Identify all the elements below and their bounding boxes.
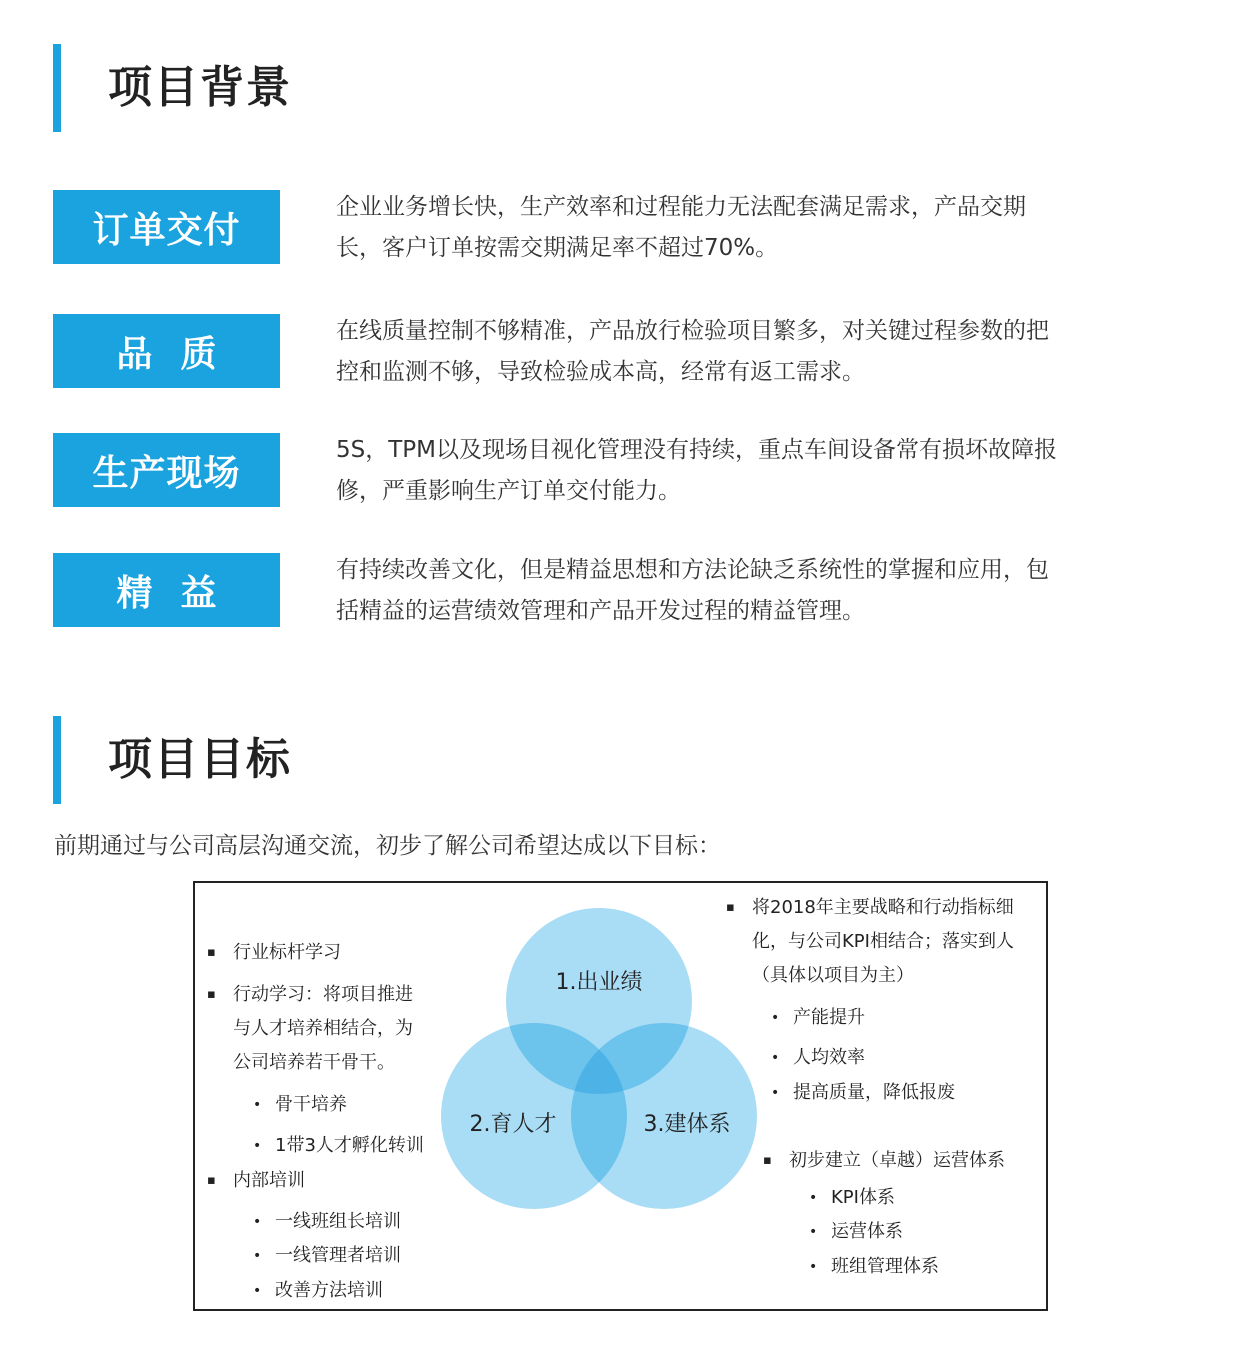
section-accent-bar: [53, 44, 61, 132]
desc-line: 5S，TPM以及现场目视化管理没有持续，重点车间设备常有损坏故障报: [336, 437, 1057, 463]
list-subitem: • 班组管理体系: [831, 1250, 939, 1284]
bullet-dot-icon: •: [809, 1259, 818, 1275]
label-order-delivery: 订单交付: [53, 190, 280, 264]
list-subitem: • 提高质量，降低报废: [793, 1076, 955, 1110]
list-subitem: • 产能提升: [793, 1001, 865, 1035]
list-subitem: • KPI体系: [831, 1181, 895, 1215]
bullet-square-icon: ▪: [763, 1153, 772, 1168]
desc-line: 在线质量控制不够精准，产品放行检验项目繁多，对关键过程参数的把: [336, 318, 1049, 344]
desc-line: 控和监测不够，导致检验成本高，经常有返工需求。: [336, 359, 865, 385]
bullet-square-icon: ▪: [726, 900, 735, 915]
goals-diagram: [193, 881, 1048, 1311]
label-production-site: 生产现场: [53, 433, 280, 507]
desc-production-site: [336, 430, 1096, 512]
goals-intro: 前期通过与公司高层沟通交流，初步了解公司希望达成以下目标：: [54, 833, 721, 859]
list-subitem: • 一线管理者培训: [275, 1239, 401, 1273]
desc-line: 有持续改善文化，但是精益思想和方法论缺乏系统性的掌握和应用，包: [336, 557, 1049, 583]
bullet-dot-icon: •: [771, 1085, 780, 1101]
list-subitem: • 骨干培养: [275, 1088, 347, 1122]
bullet-dot-icon: •: [253, 1138, 262, 1154]
bullet-dot-icon: •: [253, 1283, 262, 1299]
bullet-square-icon: ▪: [207, 945, 216, 960]
list-item: ▪ 行业标杆学习: [233, 936, 341, 970]
label-quality: 品质: [53, 314, 280, 388]
desc-line: 长，客户订单按需交期满足率不超过70%。: [336, 235, 779, 261]
bullet-dot-icon: •: [809, 1190, 818, 1206]
venn-label-results: 1.出业绩: [555, 970, 643, 995]
list-item: ▪ 行动学习：将项目推进 与人才培养相结合，为 公司培养若干骨干。: [233, 978, 413, 1080]
bullet-dot-icon: •: [771, 1010, 780, 1026]
list-subitem: • 1带3人才孵化转训: [275, 1129, 424, 1163]
bullet-dot-icon: •: [253, 1214, 262, 1230]
section-title-background: 项目背景: [108, 62, 292, 113]
bullet-dot-icon: •: [809, 1224, 818, 1240]
desc-line: 修，严重影响生产订单交付能力。: [336, 478, 681, 504]
list-subitem: • 人均效率: [793, 1041, 865, 1075]
bullet-dot-icon: •: [253, 1097, 262, 1113]
bullet-dot-icon: •: [771, 1050, 780, 1066]
section-accent-bar: [53, 716, 61, 804]
label-lean: 精益: [53, 553, 280, 627]
desc-quality: [336, 311, 1096, 393]
desc-order-delivery: [336, 187, 1096, 269]
desc-lean: [336, 550, 1096, 632]
list-item: ▪ 初步建立（卓越）运营体系: [789, 1144, 1005, 1178]
bullet-dot-icon: •: [253, 1248, 262, 1264]
list-subitem: • 改善方法培训: [275, 1274, 383, 1308]
desc-line: 括精益的运营绩效管理和产品开发过程的精益管理。: [336, 598, 865, 624]
section-title-goals: 项目目标: [108, 734, 292, 785]
bullet-square-icon: ▪: [207, 1173, 216, 1188]
list-item: ▪ 将2018年主要战略和行动指标细 化，与公司KPI相结合；落实到人 （具体以项目为主）: [752, 891, 1014, 993]
venn-label-system: 3.建体系: [643, 1112, 731, 1137]
venn-label-talent: 2.育人才: [469, 1112, 557, 1137]
list-subitem: • 运营体系: [831, 1215, 903, 1249]
desc-line: 企业业务增长快，生产效率和过程能力无法配套满足需求，产品交期: [336, 194, 1026, 220]
list-subitem: • 一线班组长培训: [275, 1205, 401, 1239]
list-item: ▪ 内部培训: [233, 1164, 305, 1198]
bullet-square-icon: ▪: [207, 987, 216, 1002]
